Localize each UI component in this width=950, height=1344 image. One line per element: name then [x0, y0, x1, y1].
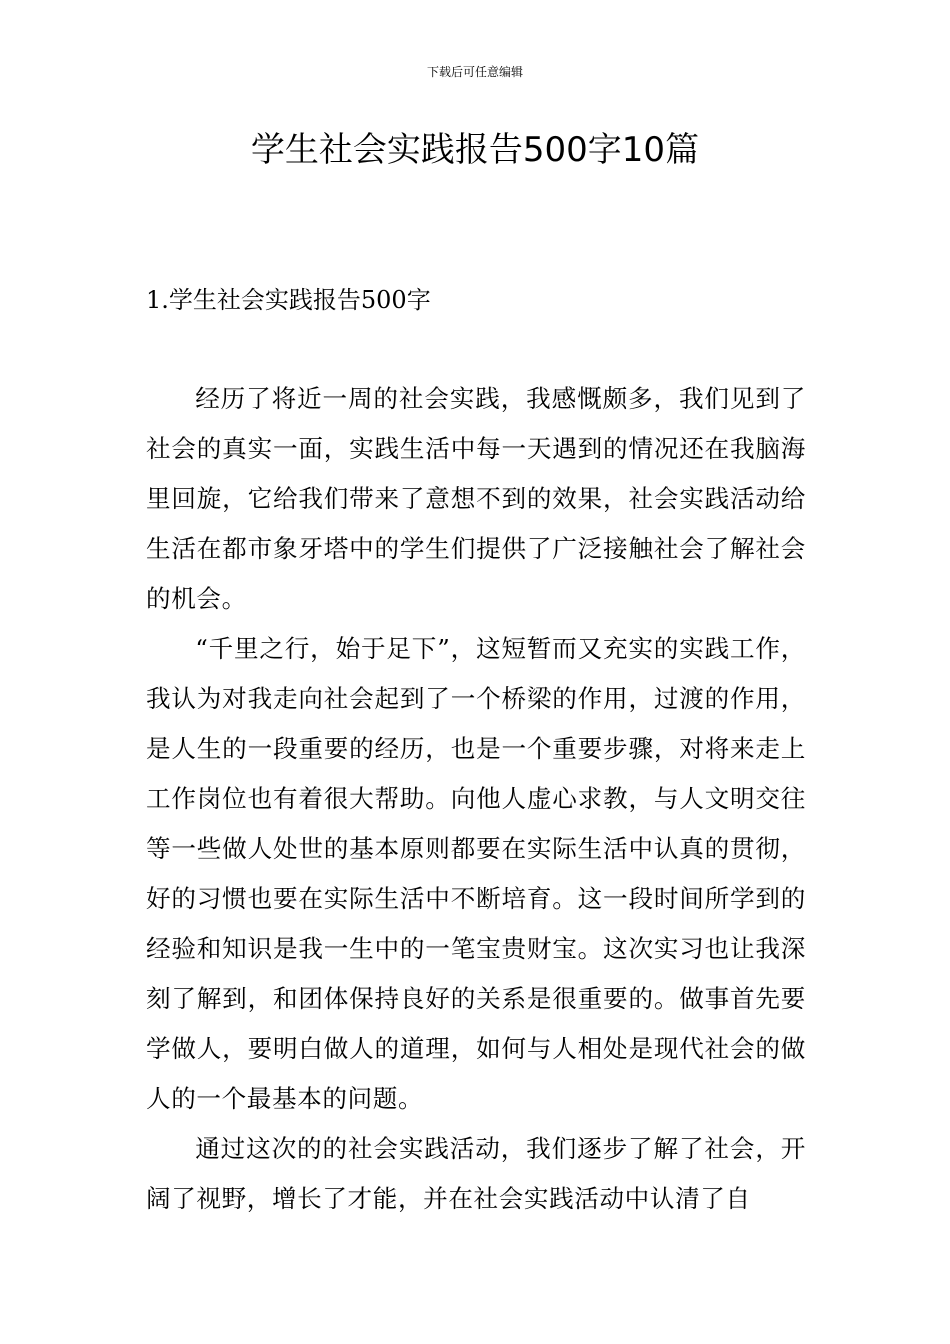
paragraph-3: 通过这次的的社会实践活动，我们逐步了解了社会，开阔了视野，增长了才能，并在社会实践活动中认清了自 [146, 1134, 806, 1213]
document-title: 学生社会实践报告500字10篇 [250, 130, 700, 170]
paragraph-2: “千里之行，始于足下”，这短暂而又充实的实践工作，我认为对我走向社会起到了一个桥梁的作用，过渡的作用，是人生的一段重要的经历，也是一个重要步骤，对将来走上工作岗位也有着很大帮助。向他人虚心求教，与人文明交往等一些做人处世的基本原则都要在实际生活中认真的贯彻，好的习惯也要在实际生活中不断培育。这一段时间所学到的经验和知识是我一生中的一笔宝贵财宝。这次实习也让我深刻了解到，和团体保持良好的关系是很重要的。做事首先要学做人，要明白做人的道理，如何与人相处是现代社会的做人的一个最基本的问题。 [146, 634, 806, 1113]
body-text [146, 374, 806, 1224]
header-note: 下载后可任意编辑 [426, 65, 523, 79]
section-heading: 1.学生社会实践报告500字 [146, 286, 431, 314]
paragraph-1: 经历了将近一周的社会实践，我感慨颇多，我们见到了社会的真实一面，实践生活中每一天遇到的情况还在我脑海里回旋，它给我们带来了意想不到的效果，社会实践活动给生活在都市象牙塔中的学生们提供了广泛接触社会了解社会的机会。 [146, 384, 806, 613]
